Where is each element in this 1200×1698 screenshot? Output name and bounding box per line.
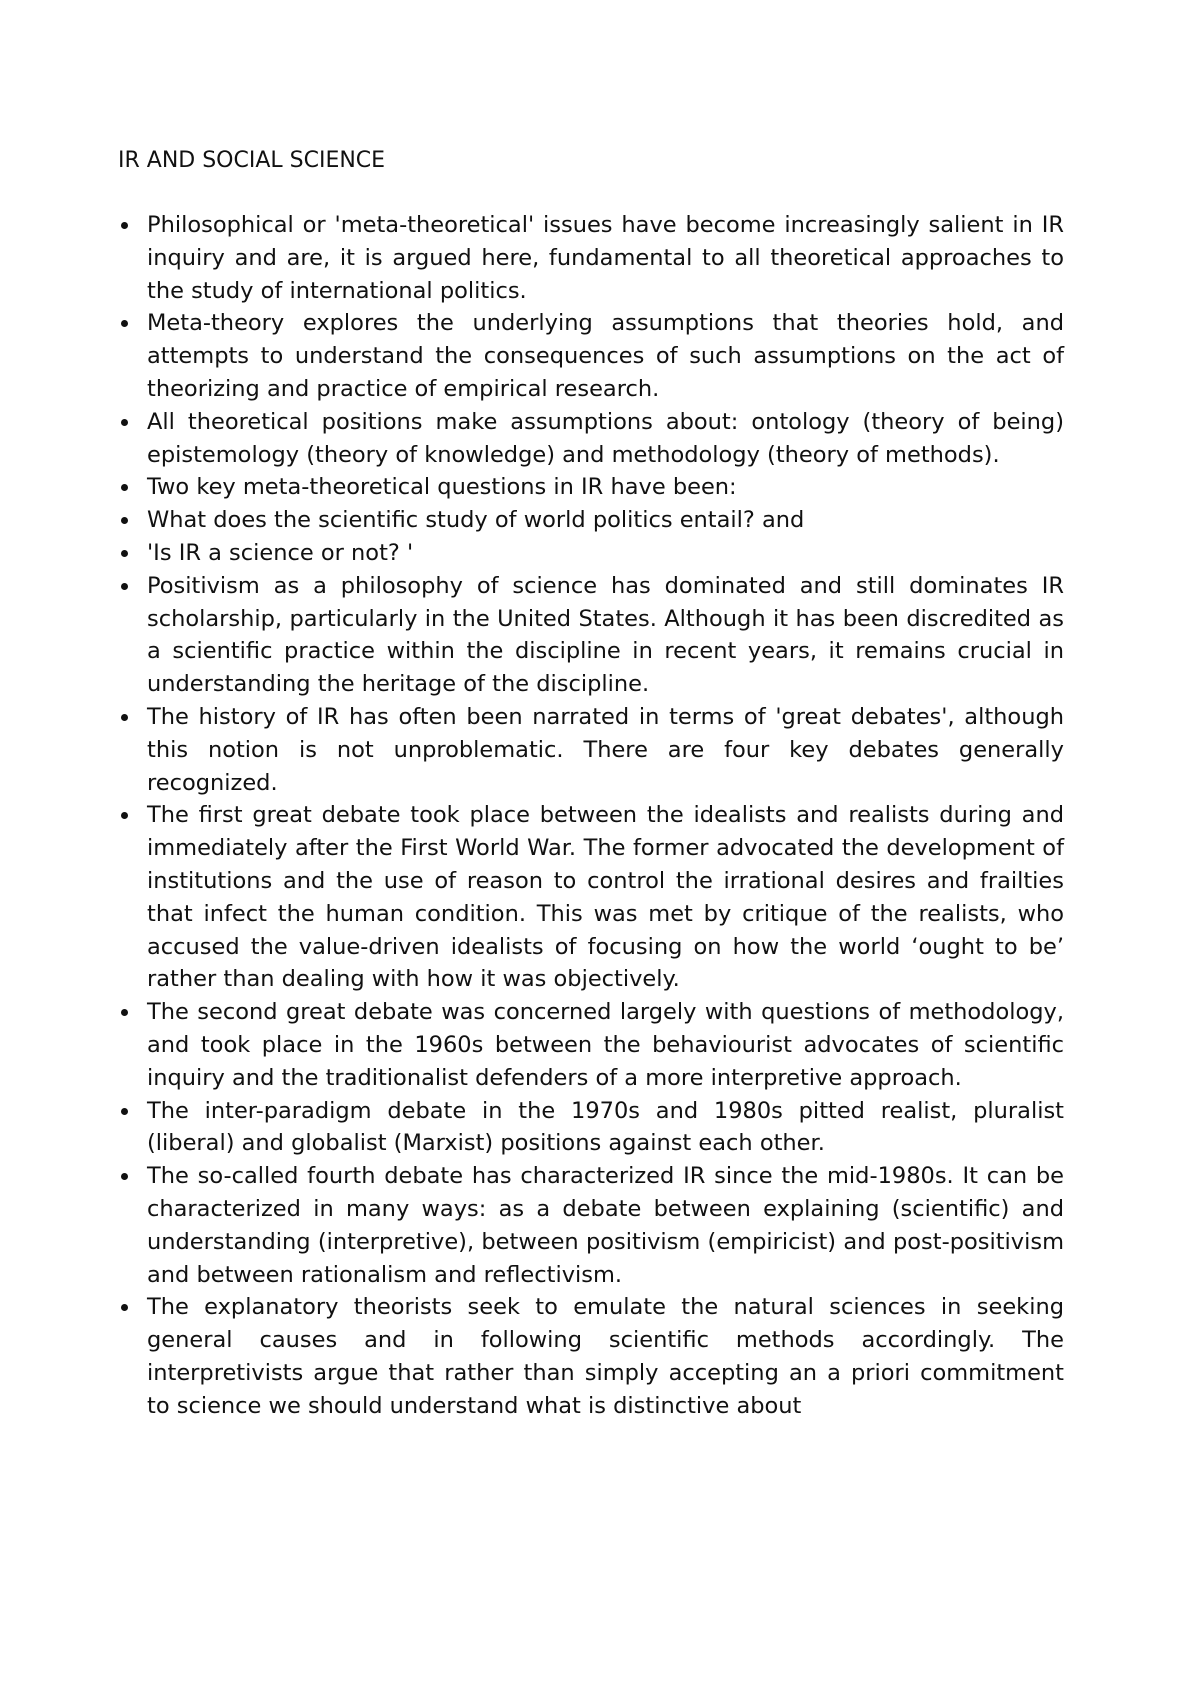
bullet-text: The explanatory theorists seek to emulate the natural sciences in seeking general causes and in following scientific methods accordingly. The interpretivists argue that rather than simply accepting an a priori commitment to science we should understand what is distinctive about	[147, 1294, 1064, 1419]
bullet-item	[118, 537, 1064, 570]
document-title: IR AND SOCIAL SCIENCE	[118, 148, 386, 173]
bullet-list	[118, 209, 1064, 1422]
bullet-item	[118, 1160, 1064, 1291]
bullet-dot-icon	[121, 812, 128, 819]
bullet-text: Meta-theory explores the underlying assumptions that theories hold, and attempts to understand the consequences of such assumptions on the act of theorizing and practice of empirical research.	[147, 310, 1064, 402]
bullet-dot-icon	[121, 517, 128, 524]
bullet-item	[118, 1095, 1064, 1161]
bullet-item	[118, 209, 1064, 307]
bullet-dot-icon	[121, 1304, 128, 1311]
bullet-dot-icon	[121, 320, 128, 327]
bullet-item	[118, 996, 1064, 1094]
bullet-item	[118, 307, 1064, 405]
bullet-dot-icon	[121, 222, 128, 229]
bullet-dot-icon	[121, 1173, 128, 1180]
bullet-item	[118, 1291, 1064, 1422]
bullet-text: All theoretical positions make assumptions about: ontology (theory of being) epistemology (theory of knowledge) and methodology (theory of methods).	[147, 408, 1064, 468]
bullet-dot-icon	[121, 550, 128, 557]
bullet-text: Positivism as a philosophy of science has dominated and still dominates IR scholarship, particularly in the United States. Although it has been discredited as a scientific practice within the discipline in recent years, it remains crucial in understanding the heritage of the discipline.	[147, 572, 1064, 698]
bullet-text: The second great debate was concerned largely with questions of methodology, and took place in the 1960s between the behaviourist advocates of scientific inquiry and the traditionalist defenders of a more interpretive approach.	[147, 999, 1064, 1091]
bullet-item	[118, 406, 1064, 472]
bullet-item	[118, 504, 1064, 537]
bullet-dot-icon	[121, 714, 128, 721]
bullet-text: 'Is IR a science or not? '	[147, 539, 414, 566]
bullet-text: What does the scientific study of world politics entail? and	[147, 507, 805, 534]
bullet-dot-icon	[121, 419, 128, 426]
bullet-text: Two key meta-theoretical questions in IR have been:	[147, 474, 737, 501]
bullet-item	[118, 570, 1064, 701]
bullet-text: The history of IR has often been narrated in terms of 'great debates', although this notion is not unproblematic. There are four key debates generally recognized.	[147, 703, 1064, 796]
bullet-text: The first great debate took place between the idealists and realists during and immediately after the First World War. The former advocated the development of institutions and the use of reason to control the irrational desires and frailties that infect the human condition. This was met by critique of the realists, who accused the value-driven idealists of focusing on how the world ‘ought to be’ rather than dealing with how it was objectively.	[147, 802, 1064, 993]
bullet-dot-icon	[121, 1009, 128, 1016]
bullet-item	[118, 799, 1064, 996]
bullet-item	[118, 471, 1064, 504]
bullet-text: The so-called fourth debate has characterized IR since the mid-1980s. It can be characterized in many ways: as a debate between explaining (scientific) and understanding (interpretive), between positivism (empiricist) and post-positivism and between rationalism and reflectivism.	[147, 1163, 1064, 1288]
bullet-dot-icon	[121, 583, 128, 590]
bullet-text: Philosophical or 'meta-theoretical' issues have become increasingly salient in IR inquiry and are, it is argued here, fundamental to all theoretical approaches to the study of international politics.	[147, 212, 1064, 304]
bullet-dot-icon	[121, 484, 128, 491]
bullet-text: The inter-paradigm debate in the 1970s and 1980s pitted realist, pluralist (liberal) and globalist (Marxist) positions against each other.	[147, 1097, 1064, 1157]
bullet-item	[118, 701, 1064, 799]
bullet-dot-icon	[121, 1108, 128, 1115]
